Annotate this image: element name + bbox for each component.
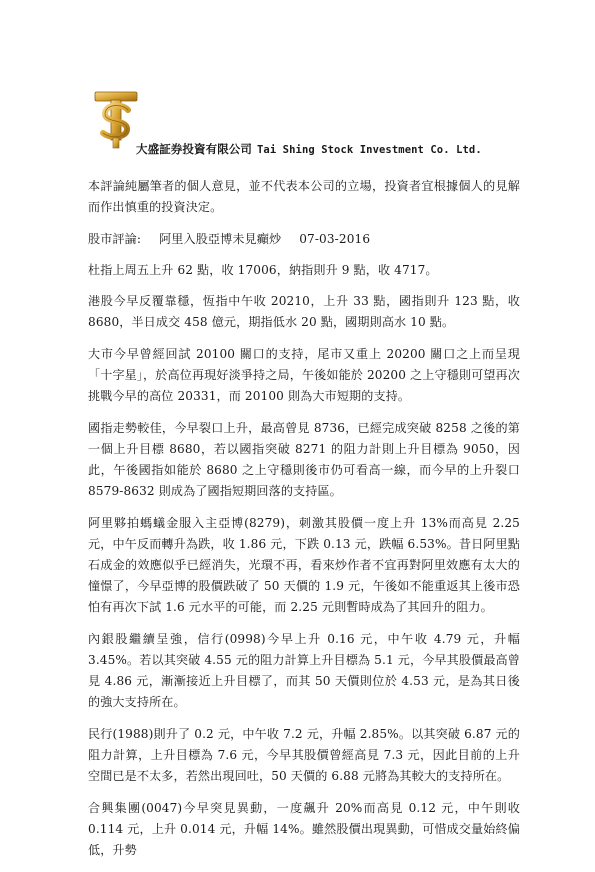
commentary-label: 股市評論: <box>88 232 142 246</box>
paragraph-minsheng-bank: 民行(1988)則升了 0.2 元，中午收 7.2 元，升幅 2.85%。以其突破 6.87 元的阻力計算，上升目標為 7.6 元，今早其股價曾經高見 7.3 元，因此目前的上升空間已是不太多，若然出現回吐，50 天價的 6.88 元將為其較大的支持所在。 <box>88 727 520 783</box>
commentary-title: 阿里入股亞博未見癲炒 <box>159 232 282 246</box>
paragraph-us-markets: 杜指上周五上升 62 點，收 17006，納指則升 9 點，收 4717。 <box>88 263 438 277</box>
commentary-date: 07-03-2016 <box>299 232 371 246</box>
paragraph-hopewell: 合興集團(0047)今早突見異動，一度飆升 20%而高見 0.12 元，中午則收 0.114 元，上升 0.014 元，升幅 14%。雖然股價出現異動，可惜成交量始終偏低，升勢 <box>88 801 520 857</box>
paragraph-market-outlook: 大市今早曾經回試 20100 關口的支持，尾市又重上 20200 關口之上而呈現「十字星」，於高位再現好淡爭持之局，午後如能於 20200 之上守穩則可望再次挑戰今早的高位 20331，而 20100 則為大市短期的支持。 <box>88 347 520 403</box>
company-name-zh: 大盛証券投資有限公司 <box>136 142 252 156</box>
company-name-en: Tai Shing Stock Investment Co. Ltd. <box>257 144 482 156</box>
company-logo-icon <box>92 88 140 150</box>
company-name <box>136 141 482 157</box>
paragraph-hscei: 國指走勢較佳，今早裂口上升，最高曾見 8736，已經完成突破 8258 之後的第一個上升目標 8680，若以國指突破 8271 的阻力計則上升目標為 9050，因此，午後國指如能於 8680 之上守穩則後市仍可看高一線，而今早的上升裂口 8579-8632 則成為了國指短期回落的支持區。 <box>88 421 520 498</box>
document-body <box>88 176 520 872</box>
paragraph-alibaba-asiabo: 阿里夥拍螞蟻金服入主亞博(8279)，刺激其股價一度上升 13%而高見 2.25 元，中午反而轉升為跌，收 1.86 元，下跌 0.13 元，跌幅 6.53%。昔日阿里點石成金的效應似乎已經消失，光環不再，看來炒作者不宜再對阿里效應有太大的憧憬了，今早亞博的股價跌破了 50 天價的 1.9 元，午後如不能重返其上後市恐怕有再次下試 1.6 元水平的可能，而 2.25 元則暫時成為了其回升的阻力。 <box>88 516 520 614</box>
disclaimer: 本評論純屬筆者的個人意見，並不代表本公司的立場，投資者宜根據個人的見解而作出慎重的投資決定。 <box>88 179 520 214</box>
paragraph-citic-bank: 內銀股繼續呈強，信行(0998)今早上升 0.16 元，中午收 4.79 元，升幅 3.45%。若以其突破 4.55 元的阻力計算上升目標為 5.1 元，今早其股價最高曾見 4.86 元，漸漸接近上升目標了，而其 50 天價則位於 4.53 元，是為其日後的強大支持所在。 <box>88 632 520 709</box>
commentary-heading <box>88 229 520 250</box>
paragraph-hk-market-summary: 港股今早反覆靠穩，恆指中午收 20210，上升 33 點，國指則升 123 點，收 8680，半日成交 458 億元，期指低水 20 點，國期則高水 10 點。 <box>88 294 520 329</box>
